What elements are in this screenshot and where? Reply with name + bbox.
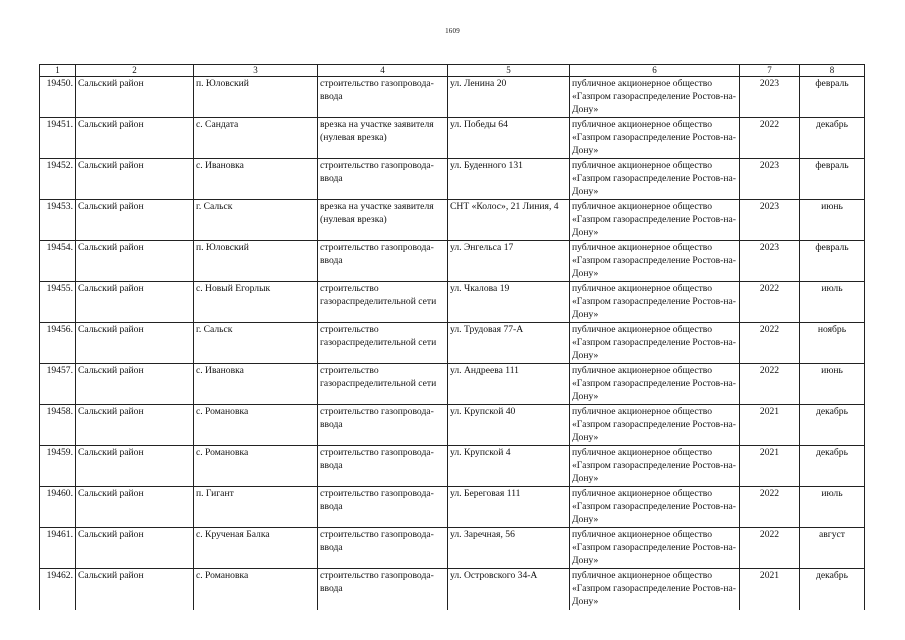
month-cell: февраль	[800, 77, 865, 118]
table-row	[40, 77, 865, 118]
district-cell: Сальский район	[76, 528, 194, 569]
work-type-cell: строительство газораспределительной сети	[318, 282, 448, 323]
row-number: 19458.	[40, 405, 76, 446]
row-number: 19457.	[40, 364, 76, 405]
row-number: 19451.	[40, 118, 76, 159]
year-cell: 2023	[740, 200, 800, 241]
address-cell: ул. Заречная, 56	[448, 528, 570, 569]
row-number: 19454.	[40, 241, 76, 282]
year-cell: 2023	[740, 159, 800, 200]
locality-cell: с. Романовка	[194, 446, 318, 487]
table-row	[40, 159, 865, 200]
organization-cell: публичное акционерное общество «Газпром газораспределение Ростов-на-Дону»	[570, 118, 740, 159]
district-cell: Сальский район	[76, 159, 194, 200]
table-row	[40, 323, 865, 364]
organization-cell: публичное акционерное общество «Газпром газораспределение Ростов-на-Дону»	[570, 364, 740, 405]
locality-cell: с. Крученая Балка	[194, 528, 318, 569]
district-cell: Сальский район	[76, 241, 194, 282]
month-cell: июнь	[800, 364, 865, 405]
address-cell: ул. Буденного 131	[448, 159, 570, 200]
column-header: 3	[194, 65, 318, 77]
table-row	[40, 364, 865, 405]
address-cell: ул. Победы 64	[448, 118, 570, 159]
month-cell: июль	[800, 487, 865, 528]
column-header: 7	[740, 65, 800, 77]
address-cell: ул. Ленина 20	[448, 77, 570, 118]
table-row	[40, 118, 865, 159]
table-row	[40, 241, 865, 282]
year-cell: 2022	[740, 282, 800, 323]
row-number: 19453.	[40, 200, 76, 241]
locality-cell: с. Сандата	[194, 118, 318, 159]
column-header: 4	[318, 65, 448, 77]
table-row	[40, 282, 865, 323]
table-row	[40, 446, 865, 487]
district-cell: Сальский район	[76, 118, 194, 159]
district-cell: Сальский район	[76, 405, 194, 446]
year-cell: 2021	[740, 405, 800, 446]
organization-cell: публичное акционерное общество «Газпром газораспределение Ростов-на-Дону»	[570, 159, 740, 200]
work-type-cell: врезка на участке заявителя (нулевая врезка)	[318, 118, 448, 159]
work-type-cell: строительство газопровода-ввода	[318, 77, 448, 118]
work-type-cell: строительство газопровода-ввода	[318, 241, 448, 282]
address-cell: ул. Островского 34-А	[448, 569, 570, 610]
locality-cell: п. Юловский	[194, 241, 318, 282]
year-cell: 2022	[740, 487, 800, 528]
address-cell: ул. Крупской 40	[448, 405, 570, 446]
row-number: 19462.	[40, 569, 76, 610]
work-type-cell: строительство газопровода-ввода	[318, 446, 448, 487]
year-cell: 2022	[740, 528, 800, 569]
work-type-cell: строительство газораспределительной сети	[318, 323, 448, 364]
column-header: 2	[76, 65, 194, 77]
district-cell: Сальский район	[76, 282, 194, 323]
row-number: 19452.	[40, 159, 76, 200]
locality-cell: с. Романовка	[194, 405, 318, 446]
organization-cell: публичное акционерное общество «Газпром газораспределение Ростов-на-Дону»	[570, 77, 740, 118]
locality-cell: г. Сальск	[194, 200, 318, 241]
month-cell: декабрь	[800, 569, 865, 610]
year-cell: 2023	[740, 77, 800, 118]
organization-cell: публичное акционерное общество «Газпром газораспределение Ростов-на-Дону»	[570, 200, 740, 241]
year-cell: 2021	[740, 569, 800, 610]
row-number: 19459.	[40, 446, 76, 487]
organization-cell: публичное акционерное общество «Газпром газораспределение Ростов-на-Дону»	[570, 528, 740, 569]
organization-cell: публичное акционерное общество «Газпром газораспределение Ростов-на-Дону»	[570, 569, 740, 610]
district-cell: Сальский район	[76, 446, 194, 487]
gas-connection-table	[39, 64, 865, 610]
year-cell: 2022	[740, 118, 800, 159]
table-row	[40, 528, 865, 569]
locality-cell: г. Сальск	[194, 323, 318, 364]
table-row	[40, 405, 865, 446]
address-cell: СНТ «Колос», 21 Линия, 4	[448, 200, 570, 241]
table-row	[40, 487, 865, 528]
row-number: 19456.	[40, 323, 76, 364]
month-cell: декабрь	[800, 405, 865, 446]
work-type-cell: строительство газопровода-ввода	[318, 159, 448, 200]
year-cell: 2023	[740, 241, 800, 282]
month-cell: февраль	[800, 159, 865, 200]
locality-cell: с. Романовка	[194, 569, 318, 610]
locality-cell: п. Юловский	[194, 77, 318, 118]
locality-cell: п. Гигант	[194, 487, 318, 528]
column-header: 8	[800, 65, 865, 77]
address-cell: ул. Береговая 111	[448, 487, 570, 528]
district-cell: Сальский район	[76, 200, 194, 241]
month-cell: июль	[800, 282, 865, 323]
month-cell: февраль	[800, 241, 865, 282]
district-cell: Сальский район	[76, 323, 194, 364]
column-header: 5	[448, 65, 570, 77]
organization-cell: публичное акционерное общество «Газпром газораспределение Ростов-на-Дону»	[570, 405, 740, 446]
header-row	[40, 65, 865, 77]
district-cell: Сальский район	[76, 487, 194, 528]
district-cell: Сальский район	[76, 569, 194, 610]
organization-cell: публичное акционерное общество «Газпром газораспределение Ростов-на-Дону»	[570, 241, 740, 282]
work-type-cell: строительство газопровода-ввода	[318, 405, 448, 446]
work-type-cell: врезка на участке заявителя (нулевая врезка)	[318, 200, 448, 241]
organization-cell: публичное акционерное общество «Газпром газораспределение Ростов-на-Дону»	[570, 282, 740, 323]
work-type-cell: строительство газораспределительной сети	[318, 364, 448, 405]
work-type-cell: строительство газопровода-ввода	[318, 569, 448, 610]
month-cell: ноябрь	[800, 323, 865, 364]
locality-cell: с. Ивановка	[194, 159, 318, 200]
work-type-cell: строительство газопровода-ввода	[318, 528, 448, 569]
year-cell: 2021	[740, 446, 800, 487]
column-header: 1	[40, 65, 76, 77]
row-number: 19455.	[40, 282, 76, 323]
month-cell: август	[800, 528, 865, 569]
organization-cell: публичное акционерное общество «Газпром газораспределение Ростов-на-Дону»	[570, 487, 740, 528]
district-cell: Сальский район	[76, 364, 194, 405]
address-cell: ул. Энгельса 17	[448, 241, 570, 282]
year-cell: 2022	[740, 323, 800, 364]
table-row	[40, 200, 865, 241]
row-number: 19450.	[40, 77, 76, 118]
address-cell: ул. Трудовая 77-А	[448, 323, 570, 364]
organization-cell: публичное акционерное общество «Газпром газораспределение Ростов-на-Дону»	[570, 446, 740, 487]
organization-cell: публичное акционерное общество «Газпром газораспределение Ростов-на-Дону»	[570, 323, 740, 364]
address-cell: ул. Крупской 4	[448, 446, 570, 487]
month-cell: июнь	[800, 200, 865, 241]
locality-cell: с. Ивановка	[194, 364, 318, 405]
year-cell: 2022	[740, 364, 800, 405]
work-type-cell: строительство газопровода-ввода	[318, 487, 448, 528]
locality-cell: с. Новый Егорлык	[194, 282, 318, 323]
row-number: 19461.	[40, 528, 76, 569]
row-number: 19460.	[40, 487, 76, 528]
page-number: 1609	[445, 27, 460, 35]
address-cell: ул. Чкалова 19	[448, 282, 570, 323]
month-cell: декабрь	[800, 118, 865, 159]
column-header: 6	[570, 65, 740, 77]
address-cell: ул. Андреева 111	[448, 364, 570, 405]
district-cell: Сальский район	[76, 77, 194, 118]
month-cell: декабрь	[800, 446, 865, 487]
table-row	[40, 569, 865, 610]
